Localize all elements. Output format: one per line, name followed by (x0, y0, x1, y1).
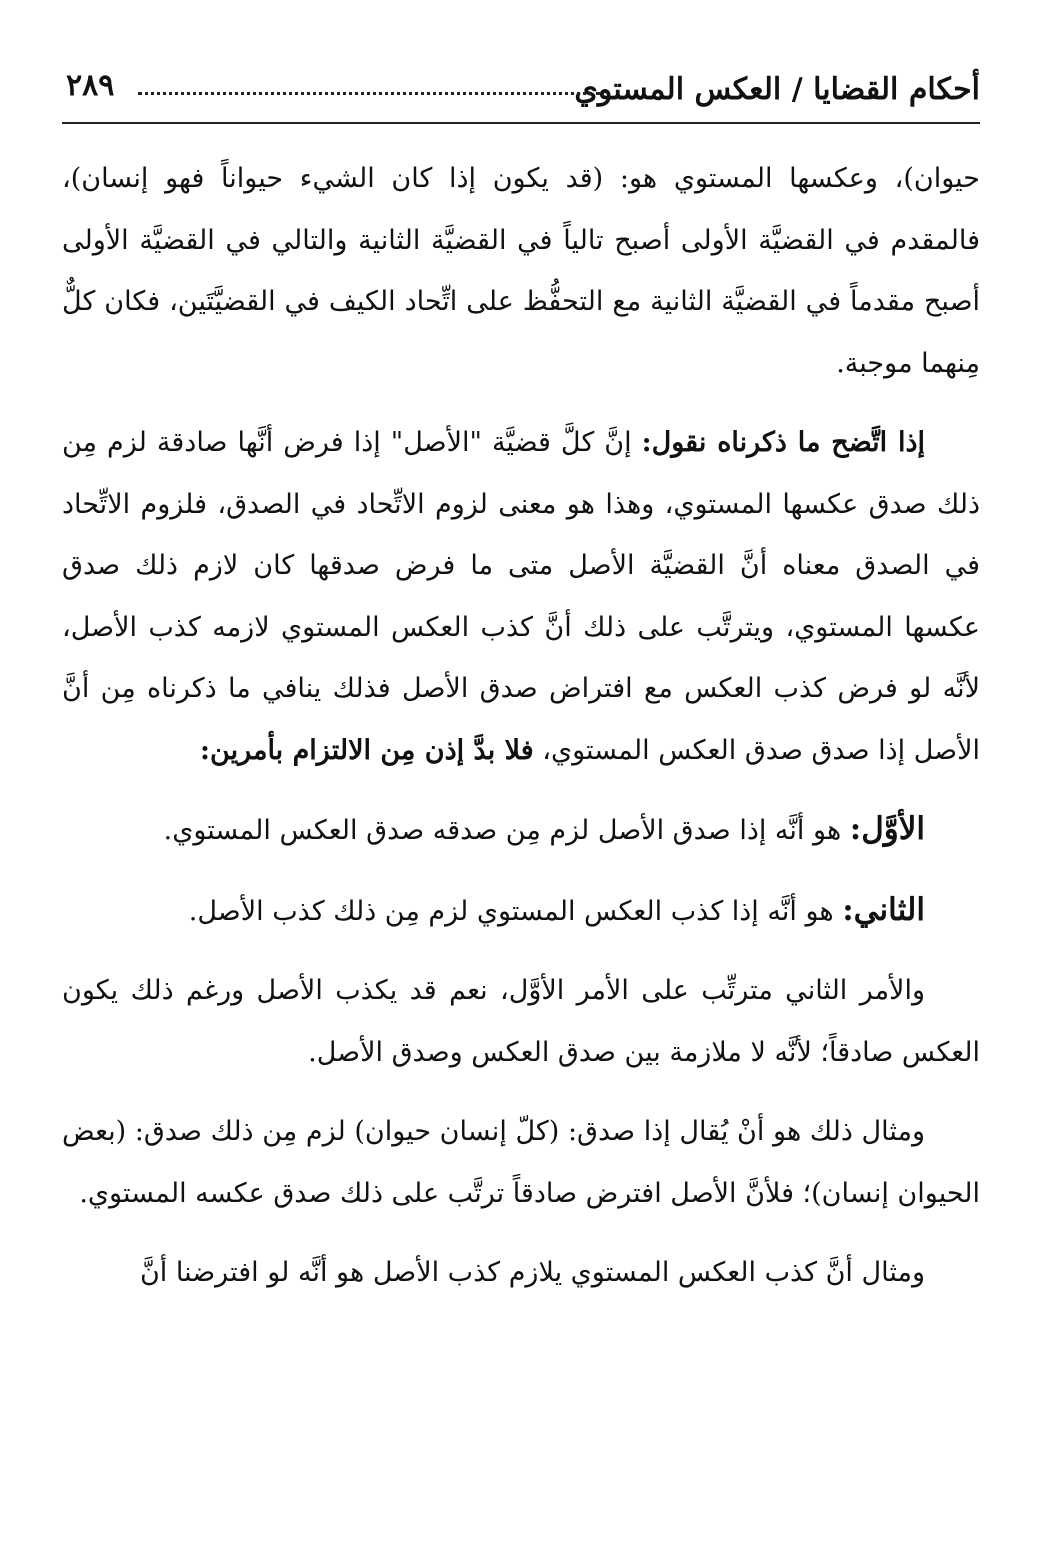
paragraph-2-lead: إذا اتَّضح ما ذكرناه نقول: (641, 427, 925, 458)
paragraph-2-text: إنَّ كلَّ قضيَّة "الأصل" إذا فرض أنَّها صادقة لزم مِن ذلك صدق عكسها المستوي، وهذا هو معنى لزوم الاتِّحاد في الصدق، فلزوم الاتِّحاد في الصدق معناه أنَّ القضيَّة الأصل متى ما فرض صدقها كان لازم ذلك صدق عكسها المستوي، ويترتَّب على ذلك أنَّ كذب العكس المستوي لازمه كذب الأصل، لأنَّه لو فرض كذب العكس مع افتراض صدق الأصل فذلك ينافي ما ذكرناه مِن أنَّ الأصل إذا صدق صدق العكس المستوي، (62, 427, 980, 766)
body-text (62, 148, 980, 1304)
paragraph-1: حيوان)، وعكسها المستوي هو: (قد يكون إذا كان الشيء حيواناً فهو إنسان)، فالمقدم في القضيَّة الأولى أصبح تالياً في القضيَّة الثانية والتالي في القضيَّة الأولى أصبح مقدماً في القضيَّة الثانية مع التحفُّظ على اتِّحاد الكيف في القضيَّتَين، فكان كلٌّ مِنهما موجبة. (62, 163, 980, 379)
list-item-first-label: الأوَّل: (849, 811, 925, 847)
paragraph-5: ومثال أنَّ كذب العكس المستوي يلازم كذب الأصل هو أنَّه لو افترضنا أنَّ (139, 1257, 925, 1288)
list-item-first-text: هو أنَّه إذا صدق الأصل لزم مِن صدقه صدق العكس المستوي. (163, 815, 850, 846)
header-title: أحكام القضايا / العكس المستوي (574, 72, 980, 107)
list-item-first (62, 799, 980, 862)
paragraph-3: والأمر الثاني مترتِّب على الأمر الأوَّل، نعم قد يكذب الأصل ورغم ذلك يكون العكس صادقاً؛ لأنَّه لا ملازمة بين صدق العكس وصدق الأصل. (62, 975, 980, 1068)
paragraph-2-tail: فلا بدَّ إذن مِن الالتزام بأمرين: (200, 734, 534, 766)
header-leader-dots (138, 92, 600, 95)
running-header (62, 62, 980, 124)
page-number: ٢٨٩ (66, 68, 115, 103)
paragraph-4: ومثال ذلك هو أنْ يُقال إذا صدق: (كلّ إنسان حيوان) لزم مِن ذلك صدق: (بعض الحيوان إنسان)؛ فلأنَّ الأصل افترض صادقاً ترتَّب على ذلك صدق عكسه المستوي. (62, 1116, 980, 1209)
list-item-second-text: هو أنَّه إذا كذب العكس المستوي لزم مِن ذلك كذب الأصل. (188, 895, 843, 927)
list-item-second (62, 880, 980, 943)
paragraph-2 (62, 412, 980, 781)
list-item-second-label: الثاني: (842, 891, 925, 928)
